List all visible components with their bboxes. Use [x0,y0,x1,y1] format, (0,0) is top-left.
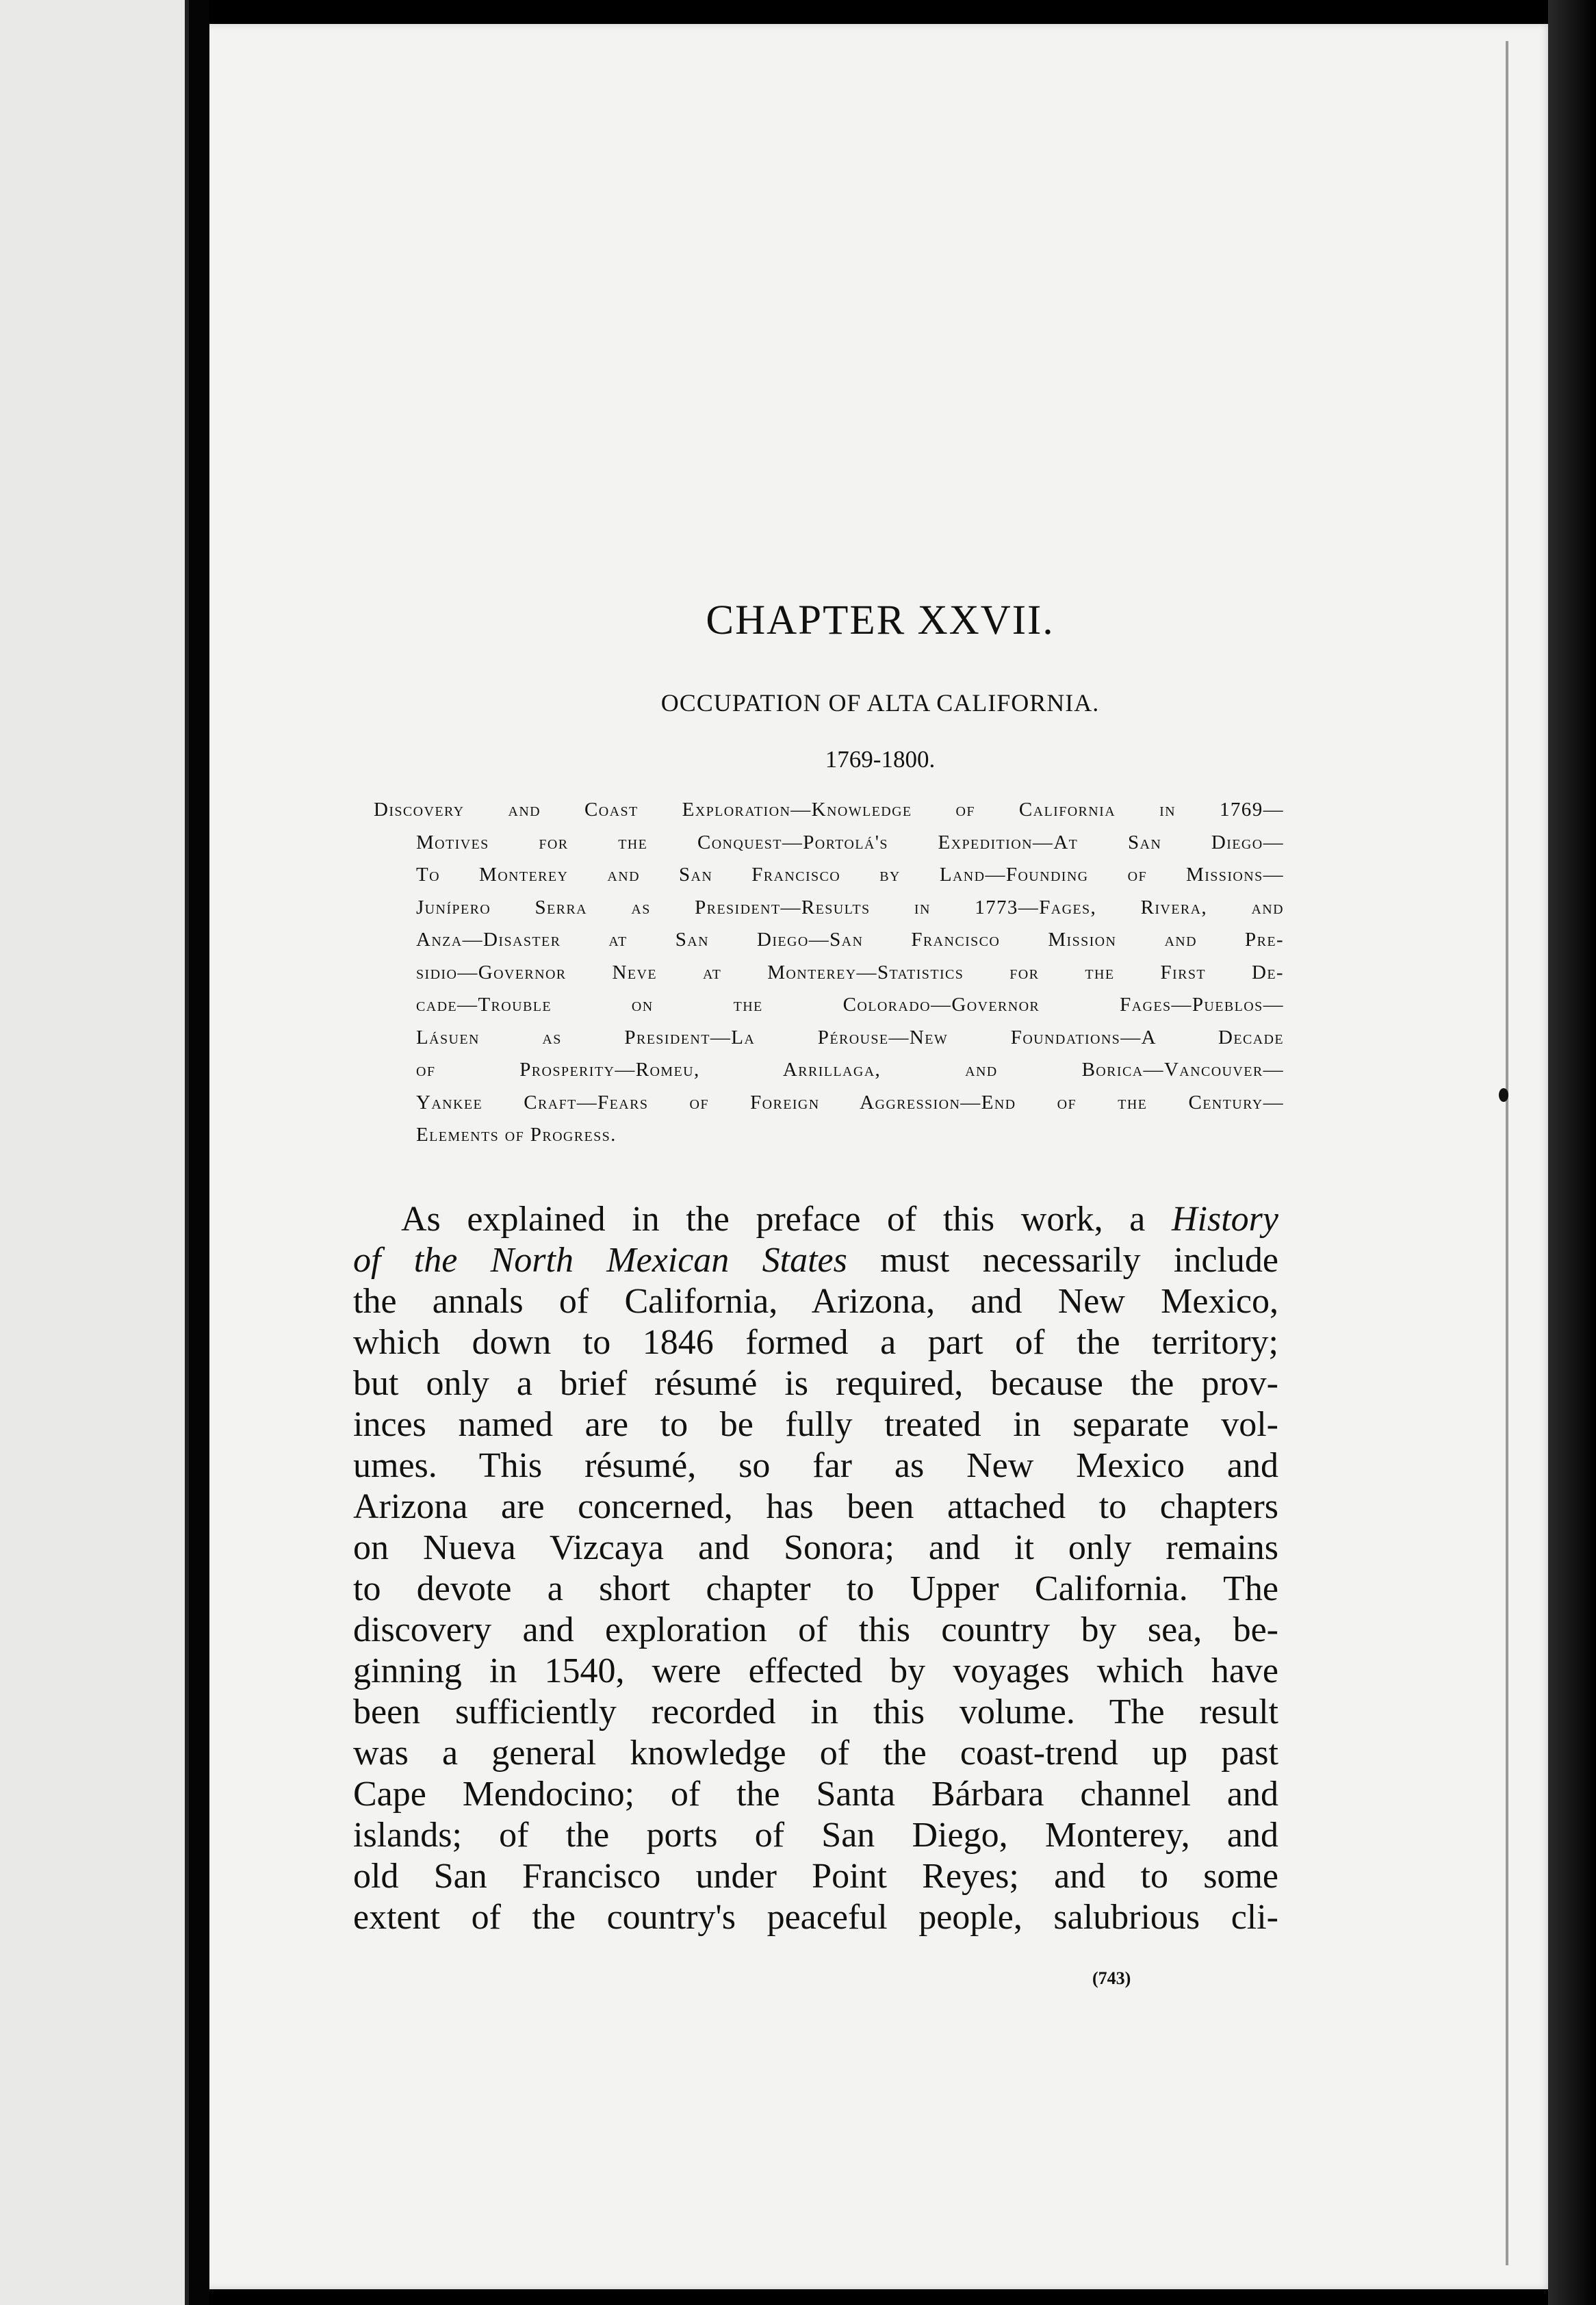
summary-line: Yankee Craft—Fears of Foreign Aggression—End of the Century— [416,1091,1284,1113]
body-line: the annals of California, Arizona, and New Mexico, [353,1282,1278,1321]
summary-line: sidio—Governor Neve at Monterey—Statistics for the First De- [416,961,1284,983]
facing-page [0,0,189,2305]
chapter-subtitle: OCCUPATION OF ALTA CALIFORNIA. [660,689,1100,717]
body-line: extent of the country's peaceful people, salubrious cli- [353,1898,1278,1937]
summary-line: To Monterey and San Francisco by Land—Founding of Missions— [416,864,1284,886]
body-line: ginning in 1540, were effected by voyages which have [353,1651,1278,1690]
page-number: (743) [1092,1968,1131,1988]
summary-line: Anza—Disaster at San Diego—San Francisco Mission and Pre- [416,929,1284,951]
body-line: to devote a short chapter to Upper California. The [353,1569,1278,1608]
body-line [353,1240,1278,1281]
chapter-title: CHAPTER XXVII. [706,597,1055,643]
body-line: been sufficiently recorded in this volume. The result [353,1692,1278,1731]
body-line: Cape Mendocino; of the Santa Bárbara channel and [353,1775,1278,1814]
ink-speck [1499,1088,1508,1102]
body-line [353,1199,1278,1240]
body-text-run: As explained in the preface of this work, a [401,1200,1172,1239]
summary-line: Discovery and Coast Exploration—Knowledge of California in 1769— [374,799,1284,821]
chapter-years: 1769-1800. [825,746,936,773]
body-text-run: must necessarily include [847,1241,1278,1280]
summary-line: of Prosperity—Romeu, Arrillaga, and Borica—Vancouver— [416,1059,1284,1081]
body-line: islands; of the ports of San Diego, Monterey, and [353,1816,1278,1855]
body-line: but only a brief résumé is required, because the prov- [353,1364,1278,1403]
page-edge-shadow [1548,0,1596,2305]
body-line: on Nueva Vizcaya and Sonora; and it only remains [353,1528,1278,1567]
body-line: old San Francisco under Point Reyes; and to some [353,1857,1278,1896]
summary-line: Lásuen as President—La Pérouse—New Foundations—A Decade [416,1026,1284,1048]
summary-line: Elements of Progress. [416,1124,617,1146]
body-line: discovery and exploration of this country by sea, be- [353,1610,1278,1649]
body-line: was a general knowledge of the coast-trend up past [353,1734,1278,1773]
book-gutter [189,0,209,2305]
chapter-summary [374,794,1284,1152]
summary-line: cade—Trouble on the Colorado—Governor Fages—Pueblos— [416,994,1284,1016]
book-page [209,24,1551,2289]
body-line: Arizona are concerned, has been attached to chapters [353,1487,1278,1526]
page-edge [1506,41,1508,2265]
book-title-italic: History [1172,1200,1278,1239]
summary-line: Junípero Serra as President—Results in 1773—Fages, Rivera, and [416,896,1284,918]
body-line: inces named are to be fully treated in separate vol- [353,1405,1278,1444]
body-paragraph [353,1199,1278,1938]
body-line: umes. This résumé, so far as New Mexico and [353,1446,1278,1485]
book-title-italic: of the North Mexican States [353,1241,847,1280]
summary-line: Motives for the Conquest—Portolá's Expedition—At San Diego— [416,831,1284,853]
body-line: which down to 1846 formed a part of the territory; [353,1323,1278,1362]
